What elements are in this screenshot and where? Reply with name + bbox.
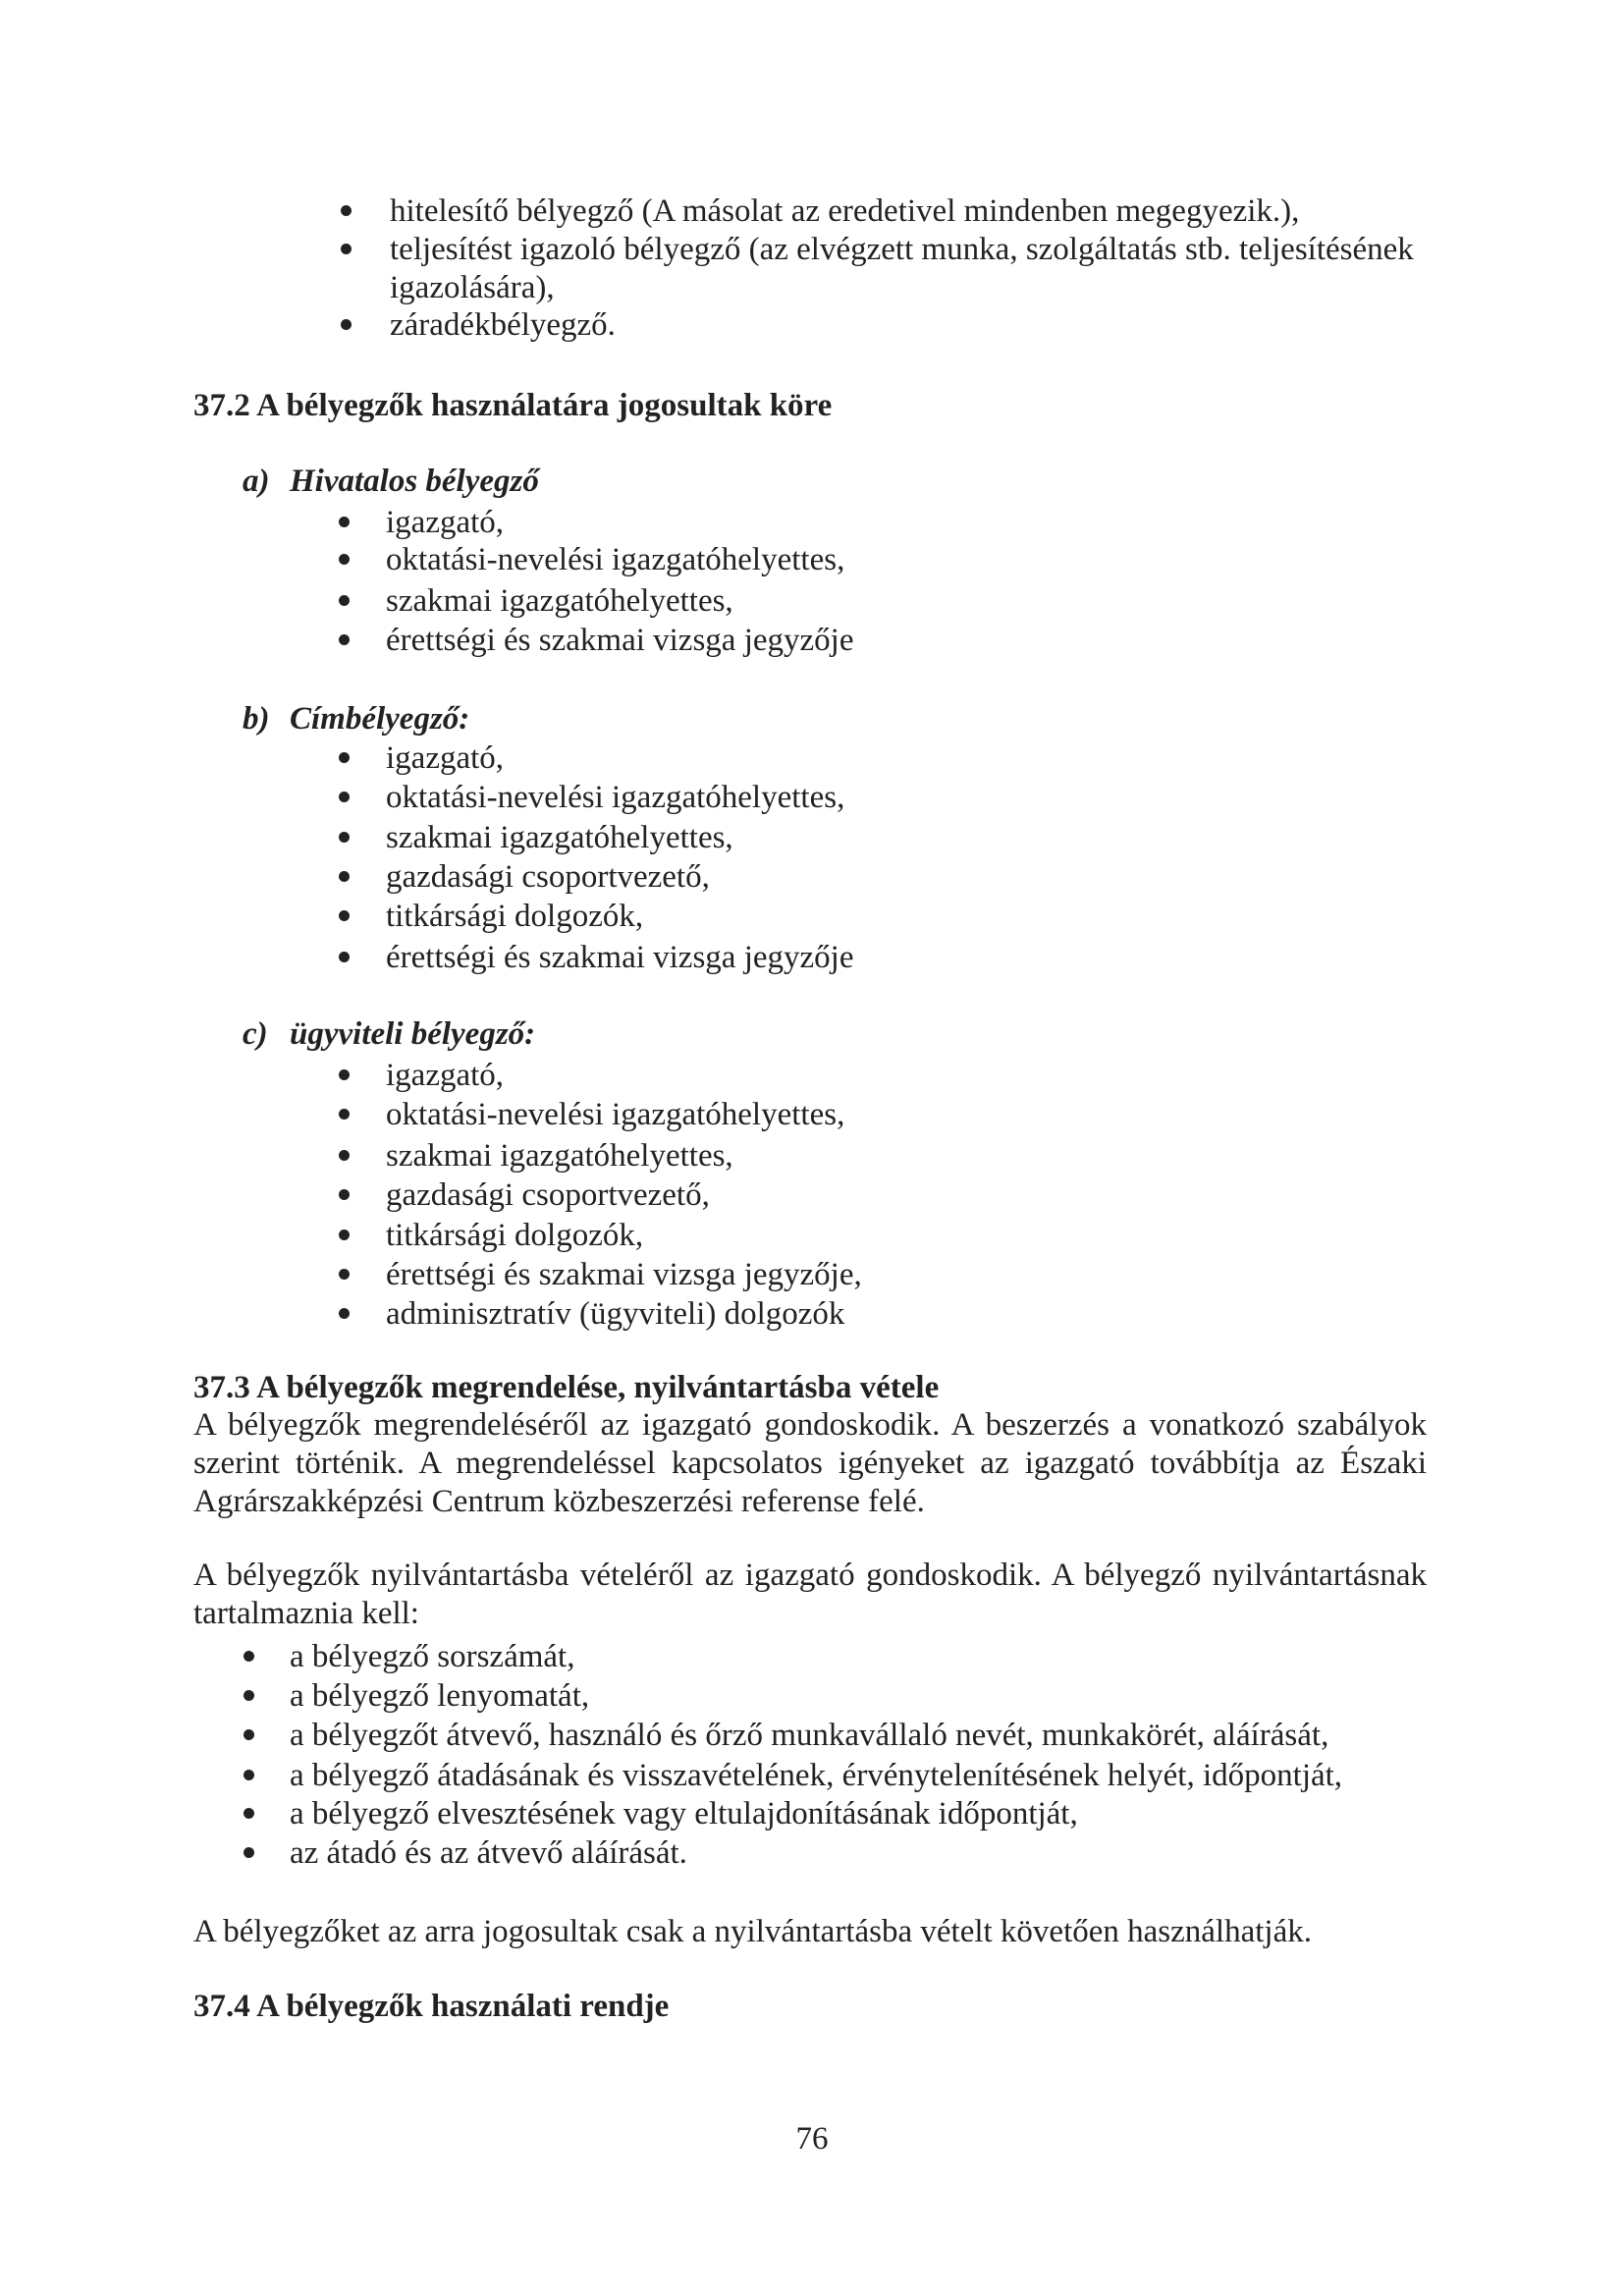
- section-heading: 37.2 A bélyegzők használatára jogosultak köre: [193, 388, 833, 423]
- bullet-icon: [341, 205, 352, 216]
- bullet-icon: [339, 792, 350, 802]
- list-item: teljesítést igazoló bélyegző (az elvégzett munka, szolgáltatás stb. teljesítésének: [390, 232, 1414, 267]
- bullet-icon: [244, 1729, 254, 1740]
- list-item: az átadó és az átvevő aláírását.: [290, 1835, 687, 1871]
- paragraph: A bélyegzők megrendeléséről az igazgató gondoskodik. A beszerzés a vonatkozó szabályok szerint történik. A megrendeléssel kapcsolatos igényeket az igazgató továbbítja az Északi Agrárszakképzési Centrum közbeszerzési referense felé.: [193, 1407, 1427, 1519]
- list-item: szakmai igazgatóhelyettes,: [386, 820, 733, 855]
- list-item: érettségi és szakmai vizsga jegyzője,: [386, 1257, 862, 1292]
- group-marker: b): [243, 701, 270, 737]
- bullet-icon: [339, 910, 350, 921]
- list-item: a bélyegző átadásának és visszavételének, érvénytelenítésének helyét, időpontját,: [290, 1758, 1343, 1793]
- group-title: ügyviteli bélyegző:: [290, 1016, 536, 1052]
- section-heading: 37.4 A bélyegzők használati rendje: [193, 1989, 670, 2024]
- list-item: a bélyegzőt átvevő, használó és őrző munkavállaló nevét, munkakörét, aláírását,: [290, 1718, 1329, 1753]
- list-item: a bélyegző sorszámát,: [290, 1639, 575, 1674]
- list-item: hitelesítő bélyegző (A másolat az eredetivel mindenben megegyezik.),: [390, 193, 1300, 229]
- bullet-icon: [339, 1189, 350, 1200]
- bullet-icon: [244, 1808, 254, 1819]
- bullet-icon: [339, 952, 350, 962]
- list-item-continuation: igazolására),: [390, 270, 555, 305]
- bullet-icon: [339, 1069, 350, 1080]
- list-item: gazdasági csoportvezető,: [386, 1177, 710, 1213]
- bullet-icon: [339, 1308, 350, 1319]
- list-item: szakmai igazgatóhelyettes,: [386, 583, 733, 619]
- bullet-icon: [339, 832, 350, 843]
- list-item: a bélyegző lenyomatát,: [290, 1678, 590, 1714]
- bullet-icon: [244, 1847, 254, 1858]
- list-item: érettségi és szakmai vizsga jegyzője: [386, 623, 854, 658]
- bullet-icon: [341, 244, 352, 254]
- list-item: igazgató,: [386, 505, 505, 540]
- list-item: érettségi és szakmai vizsga jegyzője: [386, 940, 854, 975]
- bullet-icon: [339, 1230, 350, 1240]
- list-item: szakmai igazgatóhelyettes,: [386, 1138, 733, 1174]
- bullet-icon: [339, 595, 350, 606]
- group-title: Címbélyegző:: [290, 701, 470, 737]
- group-title: Hivatalos bélyegző: [290, 464, 539, 499]
- list-item: adminisztratív (ügyviteli) dolgozók: [386, 1296, 845, 1332]
- list-item: gazdasági csoportvezető,: [386, 859, 710, 895]
- list-item: oktatási-nevelési igazgatóhelyettes,: [386, 542, 845, 577]
- group-marker: c): [243, 1016, 268, 1052]
- bullet-icon: [339, 1150, 350, 1161]
- paragraph: A bélyegzők nyilvántartásba vételéről az igazgató gondoskodik. A bélyegző nyilvántartásnak tartalmaznia kell:: [193, 1558, 1427, 1631]
- list-item: oktatási-nevelési igazgatóhelyettes,: [386, 780, 845, 815]
- group-marker: a): [243, 464, 270, 499]
- list-item: záradékbélyegző.: [390, 307, 616, 343]
- list-item: a bélyegző elvesztésének vagy eltulajdonításának időpontját,: [290, 1796, 1078, 1831]
- bullet-icon: [339, 752, 350, 763]
- list-item: titkársági dolgozók,: [386, 1218, 644, 1253]
- list-item: igazgató,: [386, 1058, 505, 1093]
- bullet-icon: [244, 1651, 254, 1662]
- bullet-icon: [339, 517, 350, 527]
- bullet-icon: [339, 1109, 350, 1120]
- page-number: 76: [795, 2121, 829, 2157]
- list-item: oktatási-nevelési igazgatóhelyettes,: [386, 1097, 845, 1132]
- bullet-icon: [339, 634, 350, 645]
- bullet-icon: [341, 319, 352, 330]
- list-item: igazgató,: [386, 740, 505, 776]
- bullet-icon: [244, 1770, 254, 1780]
- bullet-icon: [339, 1269, 350, 1280]
- bullet-icon: [244, 1690, 254, 1701]
- list-item: titkársági dolgozók,: [386, 899, 644, 934]
- bullet-icon: [339, 554, 350, 565]
- bullet-icon: [339, 871, 350, 882]
- paragraph: A bélyegzőket az arra jogosultak csak a nyilvántartásba vételt követően használhatják.: [193, 1914, 1312, 1949]
- section-heading: 37.3 A bélyegzők megrendelése, nyilvántartásba vétele: [193, 1370, 940, 1405]
